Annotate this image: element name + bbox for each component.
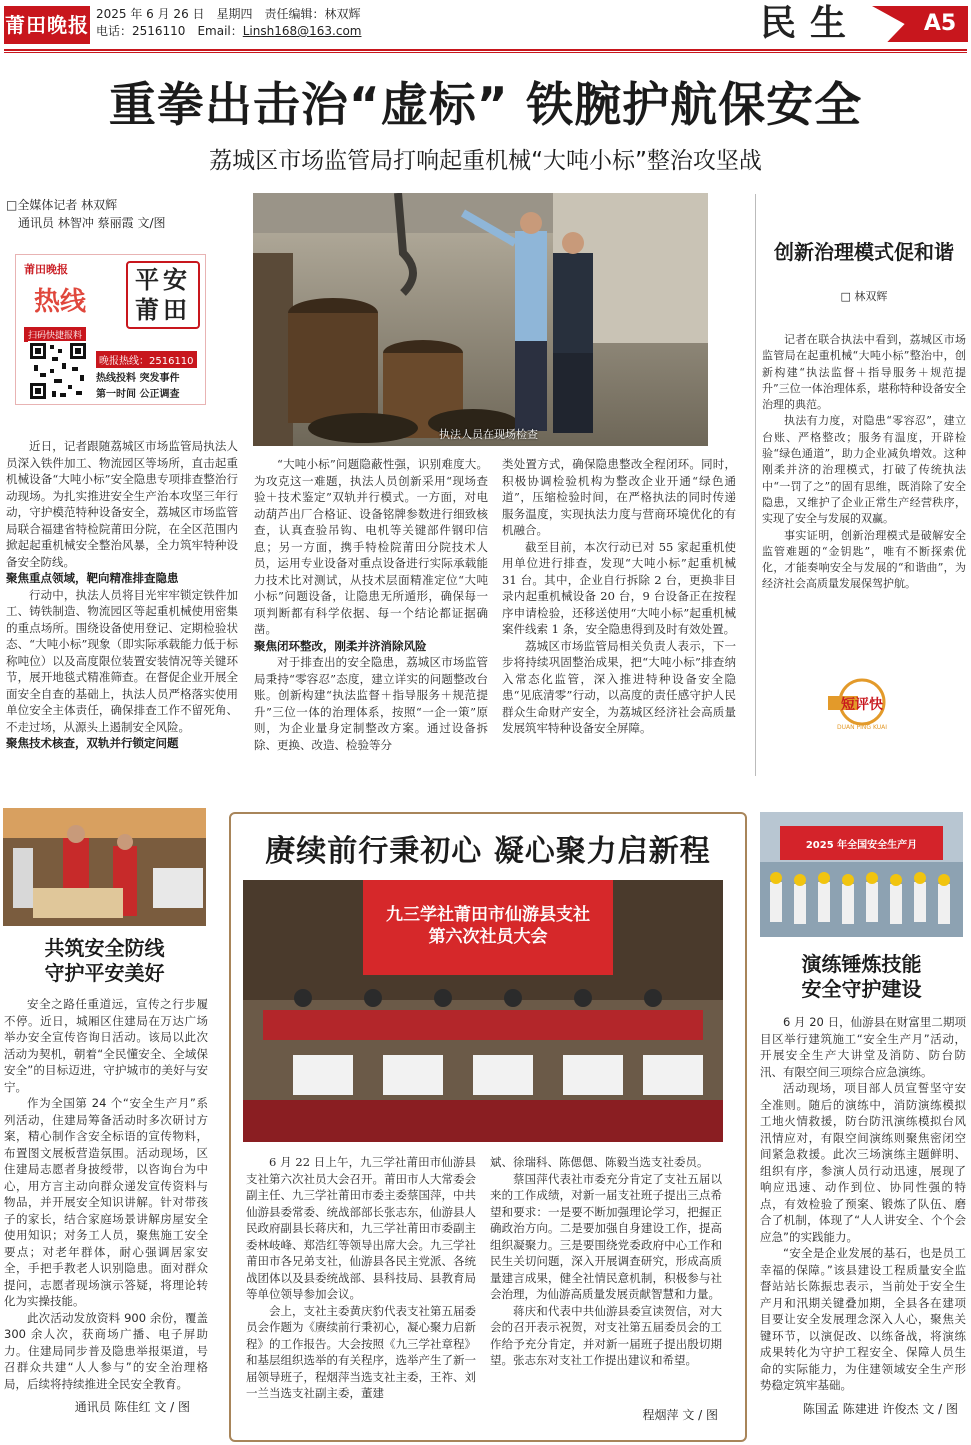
byline-reporter: □全媒体记者 林双辉 [6,198,118,212]
byline [6,196,166,232]
center-story-column-1 [246,1154,476,1422]
right-story-body [760,1014,966,1398]
hotline-slogan-2: 第一时间 公正调查 [96,389,180,400]
header-rule-thin [4,52,967,53]
right-story-credit: 陈国孟 陈建进 许俊杰 文 / 图 [802,1402,958,1416]
sub-headline: 荔城区市场监管局打响起重机械“大吨小标”整治攻坚战 [209,148,762,174]
meeting-photo [243,880,723,1142]
center-story-title: 赓续前行秉初心 凝心聚力启新程 [265,834,711,869]
commentary-author: □ 林双辉 [840,290,888,303]
paragraph: 事实证明，创新治理模式是破解安全监管难题的“金钥匙”，唯有不断探索优化，才能奏响安全与发展的“和谐曲”，为经济社会高质量发展保驾护航。 [762,528,966,591]
paragraph: 对于排查出的安全隐患，荔城区市场监管局秉持“零容忍”态度，建立详实的问题整改台账。创新构建“执法监督＋指导服务＋规范提升”三位一体的治理体系，按照“一企一策”原则，为企业量身定制整改方案。通过设备拆除、更换、改造、检验等分 [254,655,488,752]
paragraph: 会上，支社主委黄庆豹代表支社第五届委员会作题为《赓续前行秉初心，凝心聚力启新程》的工作报告。大会按照《九三学社章程》和基层组织选举的有关程序，选举产生了新一届领导班子，程烟萍当选支社主委，王祚、刘一兰当选支社副主委，董建 [246,1303,476,1400]
hotline-slogan-1: 热线投料 突发事件 [96,373,180,384]
paragraph: 蔡国萍代表社市委充分肯定了支社五届以来的工作成绩，对新一届支社班子提出三点希望和要求：一是要不断加强理论学习，把握正确政治方向。二是要加强自身建设工作，提高组织凝聚力。三是要围绕党委政府中心工作和民生关切问题，深入开展调查研究，形成高质量建言成果，健全社情民意机制，积极参与社会治理，为仙游高质量发展贡献智慧和力量。 [490,1171,722,1301]
article-column-3 [502,456,736,774]
drill-banner: 2025 年全国安全生产月 [805,840,918,851]
paragraph: “大吨小标”问题隐蔽性强，识别难度大。为攻克这一难题，执法人员创新采用“现场查验＋技术鉴定”双轨并行模式。一方面，对电动葫芦出厂合格证、设备铭牌参数进行细致核查，认真查验吊钩、电机等关键部件钢印信息；另一方面，携手特检院莆田分院技术人员，运用专业设备对重点设备进行实际承载能力技术比对测试，从技术层面精准定位“大吨小标”问题设备，让隐患无所遁形，确保每一项判断都有科学依据、每一个结论都证据确凿。 [254,457,488,636]
paragraph: 蒋庆和代表中共仙游县委宣读贺信，对大会的召开表示祝贺，对支社第五届委员会的工作给予充分肯定，并对新一届班子提出殷切期望。张志东对支社工作提出建议和希望。 [490,1303,722,1367]
scan-label: 扫码快捷报料 [24,327,86,342]
paragraph: 行动中，执法人员将目光牢牢锁定铁件加工、铸铁制造、物流园区等起重机械使用密集的重点场所。围绕设备使用登记、定期检验状态、“大吨小标”现象（即实际承载能力低于标称吨位）以及高度限位装置安装情况等关键环节，展开地毯式精准筛查。在督促企业开展全面安全自查的基础上，执法人员严格落实使用单位安全主体责任，确保排查工作不留死角、不走过场，从源头上遏制安全风险。 [6,587,238,734]
right-title-line-2: 安全守护建设 [801,977,922,1001]
email-link[interactable]: Linsh168@163.com [242,24,362,38]
right-story-title [760,952,963,1002]
section-subheading: 聚焦闭环整改，刚柔并济消除风险 [254,638,427,653]
main-headline: 重拳出击治“虚标” 铁腕护航保安全 [108,78,863,133]
hotline-title: 热线 [34,287,87,317]
section-subheading: 聚焦重点领域，靶向精准排查隐患 [6,571,179,585]
page-number: A5 [923,11,957,36]
byline-correspondents: 通讯员 林智冲 蔡丽霞 文/图 [18,216,166,230]
right-title-line-1: 演练锤炼技能 [801,952,922,976]
qr-code-icon [28,341,88,401]
left-title-line-2: 守护平安美好 [44,961,165,985]
banner-line-1: 九三学社莆田市仙游县支社 [386,905,590,925]
short-comment-badge [822,676,902,736]
paragraph: 类处置方式，确保隐患整改全程闭环。同时，积极协调检验机构为整改企业开通“绿色通道”，压缩检验时间，在严格执法的同时传递服务温度，实现执法力度与营商环境优化的有机融合。 [502,457,736,537]
badge-text: 平安莆田 [135,266,191,324]
paragraph: 记者在联合执法中看到，荔城区市场监管局在起重机械“大吨小标”整治中，创新构建“执法监督＋指导服务＋规范提升”三位一体治理体系，堪称特种设备安全治理的典范。 [762,333,966,412]
paragraph: 活动现场，项目部人员宣誓坚守安全准则。随后的演练中，消防演练模拟工地火情救援，防台防汛演练模拟台风汛情应对，有限空间演练则聚焦密闭空间紧急救援。此次三场演练主题鲜明、组织有序，参演人员行动迅速，展现了响应迅速、动作到位、协同性强的特点，有效检验了预案、锻炼了队伍、磨合了机制，体现了“人人讲安全、个个会应急”的实践能力。 [760,1081,966,1244]
paragraph: 此次活动发放资料 900 余份，覆盖 300 余人次，获商场广播、电子屏助力。住建局同步普及隐患举报渠道，号召群众共建“人人参与”的安全治理格局，后续将持续推进全民安全教育。 [4,1310,208,1391]
photo-caption: 执法人员在现场检查 [439,428,538,441]
commentary-title: 创新治理模式促和谐 [774,240,954,264]
paragraph: 荔城区市场监管局相关负责人表示，下一步将持续巩固整治成果，把“大吨小标”排查纳入常态化监管，深入推进特种设备安全隐患“见底清零”行动，以高度的责任感守护人民群众生命财产安全，为荔城区经济社会高质量发展筑牢特种设备安全屏障。 [502,638,736,735]
column-divider [755,194,756,776]
section-subheading: 聚焦技术核查，双轨并行锁定问题 [6,736,179,750]
meeting-banner [363,904,613,948]
ping-an-putian-badge [126,261,200,329]
phone-label: 电话：2516110 Email： [96,24,243,38]
paragraph: 近日，记者跟随荔城区市场监管局执法人员深入铁件加工、物流园区等场所，直击起重机械设备“大吨小标”安全隐患专项排查整治行动现场。为扎实推进安全生产治本攻坚三年行动，守护模范特种设备安全，荔城区市场监管局联合福建省特检院莆田分院，在全区范围内掀起起重机械安全整治风暴，全力筑牢特种设备安全防线。 [6,439,238,569]
center-story-column-2 [490,1154,722,1404]
article-column-1 [6,438,238,774]
hotline-ad [15,254,206,405]
badge-label: 短评快 [841,697,883,713]
section-name: 民生 [760,2,861,44]
drill-photo [760,812,963,937]
left-story-title [3,936,206,986]
center-story-credit: 程烟萍 文 / 图 [642,1408,718,1422]
commentary-body [762,332,966,652]
badge-pinyin: DUAN PING KUAI [837,724,887,731]
left-story-body [4,996,208,1398]
paragraph: 6 月 20 日，仙游县在财富里二期项目区举行建筑施工“安全生产月”活动，开展安全生产大讲堂及消防、防台防汛、有限空间三项综合应急演练。 [760,1015,966,1079]
header-rule [4,49,967,51]
contact-line [96,23,361,40]
left-title-line-1: 共筑安全防线 [44,936,165,960]
paragraph: 安全之路任重道远，宣传之行步履不停。近日，城厢区住建局在万达广场举办安全宣传咨询日活动。该局以此次活动为契机，朝着“全民懂安全、全域保安全”的目标迈进，守护城市的美好与安宁。 [4,997,208,1094]
article-column-2 [254,456,488,774]
paragraph: 6 月 22 日上午，九三学社莆田市仙游县支社第六次社员大会召开。莆田市人大常委会副主任、九三学社莆田市委主委蔡国萍，中共仙游县委常委、统战部部长张志东，仙游县人民政府副县长蒋庆和，九三学社莆田市委副主委林岐峰、郑浩红等领导出席大会。九三学社莆田市各兄弟支社，仙游县各民主党派、各统战团体以及县委统战部、县科技局、县教育局等单位领导参加会议。 [246,1155,476,1301]
inspection-photo [253,193,708,446]
paragraph: 斌、徐瑞科、陈偲偲、陈毅当选支社委员。 [490,1155,709,1169]
hotline-logo: 莆田晚报 [24,263,68,276]
paragraph: “安全是企业发展的基石，也是员工幸福的保障。”该县建设工程质量安全监督站站长陈振忠表示，当前处于安全生产月和汛期关键叠加期，全县各在建项目要让安全发展理念深入人心，聚焦关键环节，以演促改、以练备战，将演练成果转化为守护工程安全、保障人员生命的实际能力，为住建领域安全生产形势稳定筑牢基础。 [760,1246,966,1392]
newspaper-logo: 莆田晚报 [4,6,90,44]
safety-promo-photo [3,808,206,926]
paragraph: 执法有力度，对隐患“零容忍”，建立台账、严格整改；服务有温度，开辟检验“绿色通道”，助力企业减负增效。这种刚柔并济的治理模式，打破了传统执法中“一罚了之”的固有思维，既消除了安全隐患，又维护了企业正常生产经营秩序，实现了安全与发展的双赢。 [762,414,966,526]
masthead-info [96,6,361,40]
paragraph: 截至目前，本次行动已对 55 家起重机使用单位进行排查，发现“大吨小标”起重机械 31 台。其中，企业自行拆除 2 台，更换非目录内起重机械设备 20 台，9 台设备正在按程序申请检验，还移送使用“大吨小标”起重机械案件线索 1 条，安全隐患得到及时有效处置。 [502,539,736,636]
paragraph: 作为全国第 24 个“安全生产月”系列活动，住建局筹备活动时多次研讨方案，精心制作含安全标语的宣传物料，布置图文展板营造氛围。活动现场，区住建局志愿者身披绶带，以咨询台为中心，用方言主动向群众递发宣传资料与物品，并开展安全知识讲解。针对带孩子的家长，结合家庭场景讲解房屋安全使用知识；对务工人员，聚焦施工安全要点；对老年群体，耐心强调居家安全，手把手教老人识别隐患。面对群众提问，志愿者现场演示答疑，将理论转化为实操技能。 [4,1096,208,1308]
date-line: 2025 年 6 月 26 日 星期四 责任编辑：林双辉 [96,7,361,21]
banner-line-2: 第六次社员大会 [428,927,548,947]
left-story-credit: 通讯员 陈佳红 文 / 图 [74,1400,190,1414]
hotline-phone: 晚报热线：2516110 [96,351,197,368]
